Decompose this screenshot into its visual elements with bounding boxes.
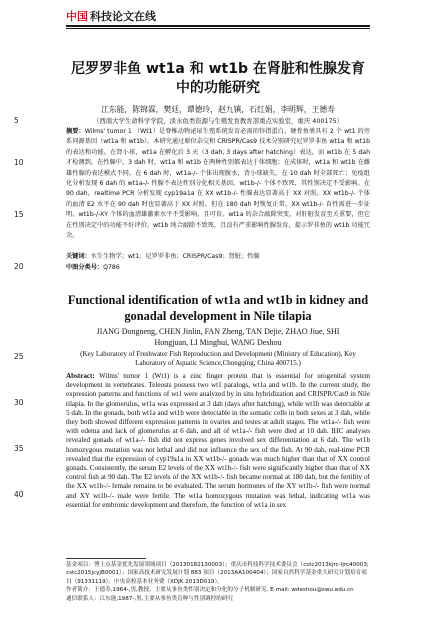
footnote-author-intro: 作者简介：王德寿,1964-,男,教授，主要从事鱼类性别决定和分化的分子机制研究. E-mail: wdeshou@swu.edu.cn xyxy=(66,587,354,594)
cn-affiliation: （西南大学生命科学学院，淡水鱼类资源与生殖发育教育部重点实验室，重庆 400175） xyxy=(92,117,344,125)
en-affil-line: (Key Laboratory of Freshwater Fish Reproduction and Development (Ministry of Education), Key xyxy=(80,350,356,358)
cn-clc-label: 中图分类号： xyxy=(66,264,104,271)
en-affiliation xyxy=(66,350,370,368)
en-abstract-text: Wilms' tumor 1 (Wt1) is a zinc finger protein that is essential for urogenital system development in vertebrates. Teleosts possess two wt1 paralogs, wt1a and wt1b. In the current study, the expression patterns and functions of wt1 were analyzed by in situ hybridization and CRISPR/Cas9 in Nile tilapia. In the glomerulus, wt1a was expressed at 3 dah (days after hatching), while wt1b was detectable at 5 dah. In the gonads, both wt1a and wt1b were detectable in the somatic cells in both sexes at 3 dah, while they both showed different expression patterns in ovaries and testes at adult stages. The wt1a-/- fish were with edema and lack of glomerulus at 6 dah, and all of wt1a-/- fish were died at 10 dah. IHC analyses revealed gonads of wt1a-/- fish did not express genes involved sex differentiation at 6 dah. The wt1b homozygous mutation was not lethal and did not influence the sex of the fish. At 90 dah, real-time PCR revealed that the expression of cyp19a1a in XX wt1b-/- gonads was much higher than that of XX control gonads. Consistently, the serum E2 levels of the XX wt1b-/- fish were significantly higher than that of XX control fish at 90 dah. The E2 levels of the XX wt1b-/- fish became normal at 180 dah, but the fertility of the XX wt1b-/- female remains to be evaluated. The serum hormones of the XY wt1b-/- fish were normal and XY wt1b-/- male were fertile. The wt1a homozygous mutation was lethal, indicating wt1a was essential for embronic development and therefore, the function of wt1a in sex xyxy=(66,372,370,509)
en-affil-line: Laboratory of Aquatic Science,Chongqing, China 400715.) xyxy=(135,359,301,367)
en-authors-line: JIANG Dongneng, CHEN Jinlin, FAN Zheng, TAN Dejie, ZHAO Jiue, SHI xyxy=(96,327,340,336)
line-number: 35 xyxy=(14,444,24,453)
cn-clc-text: Q786 xyxy=(103,264,120,271)
logo-text: 科技论文在线 xyxy=(90,10,156,23)
footnote-funding: 基金项目：博士点基金优先发展领域项目（20130182130003）；重庆市科技科学技术委员会（cstc2013kjrc-ljrc40003; cstc2015jcyjB0001）；国家高技术研究发展计划 863 项目（2013AA100404）；国家自然科学基金重大研究计划培育项目（91331119）；中央高校基本业务费（XDJK 2013D019）。 xyxy=(66,562,369,585)
line-number: 10 xyxy=(14,158,24,167)
site-logo[interactable] xyxy=(66,8,156,24)
line-number: 5 xyxy=(14,116,19,125)
cn-keywords-label: 关键词： xyxy=(66,253,91,260)
cn-title xyxy=(66,60,370,98)
en-title-line: gonadal development in Nile tilapia xyxy=(124,309,312,323)
footnote-contact: 通信联系人：江东能,1987-,男,主要从事鱼类育种与性别调控的研究 xyxy=(66,595,234,602)
site-header xyxy=(66,6,436,26)
line-number: 25 xyxy=(14,352,24,361)
header-rule-thin xyxy=(66,28,370,29)
cn-abstract-text: Wilms' tumor 1 （Wt1）是脊椎动物泌尿生殖系统发育必需的锌指蛋白。硬骨鱼类具有 2 个 wt1 的旁系同源基因（wt1a 和 wt1b）。本研究通过原位杂交和 CRISPR/Cas9 技术分别研究尼罗罗非鱼 wt1a 和 wt1b 的表达和功能。在肾小球，wt1a 在孵化后 3 天（3 dah, 3 days after hatching）表达，而 wt1b 在 5 dah 才检测到。在性腺中，3 dah 时，wt1a 和 wt1b 在两种性别都表达于体细胞；在成体时，wt1a 和 wt1b 在雌雄性腺的表达模式不同。在 6 dah 时，wt1a-/- 个体出现腹水，背小球缺失，在 10 dah 时全部死亡；免疫组化分析发现 6 dah 的 wt1a-/- 性腺不表达性别分化相关基因。wt1b-/- 个体不致死，其性别决定不受影响。在 90 dah，realtime PCR 分析发现 cyp19a1a 在 XX wt1b-/- 性腺表达显著高于 XX 对照。XX wt1b-/- 个体的血清 E2 水平在 90 dah 时也显著高于 XX 对照，但在 180 dah 时恢复正常。XX wt1b-/- 育性需进一步证明。wt1b-/-XY 个体的血清雄激素水平不受影响，且可育。wt1a 的杂合敲除突变，对肝脏发育至关重要，但它在性别决定中的功能不好评价。wt1b 纯合敲除不致死，且没有严重影响性腺发育，提示罗非鱼的 wt1b 功能冗余。 xyxy=(66,128,370,240)
line-number: 30 xyxy=(14,398,24,407)
footnote xyxy=(66,561,370,603)
en-authors xyxy=(66,326,370,348)
header-rule xyxy=(66,25,370,27)
cn-keywords-text: 水生生物学；wt1；尼罗罗非鱼；CRISPR/Cas9；肾脏；性腺 xyxy=(90,253,260,260)
en-abstract-label: Abstract: xyxy=(66,372,95,380)
cn-abstract xyxy=(66,127,370,241)
en-abstract xyxy=(66,372,370,510)
en-authors-line: Hongjuan, LI Minghui, WANG Deshou xyxy=(154,338,282,347)
line-number: 15 xyxy=(14,210,24,219)
logo-mark: 中国 xyxy=(66,10,88,23)
en-title-line: Functional identification of wt1a and wt1b in kidney and xyxy=(67,293,369,307)
footnote-rule xyxy=(66,558,146,559)
cn-abstract-label: 摘要： xyxy=(66,128,85,135)
cn-keywords xyxy=(66,251,370,260)
cn-authors: 江东能，陈锦霖，樊廷，谭德玲，赵九镇，石红娟，李明辉，王德寿 xyxy=(101,105,335,114)
en-title xyxy=(66,292,370,324)
cn-title-line: 中的功能研究 xyxy=(176,80,260,96)
line-number: 40 xyxy=(14,490,24,499)
line-number: 20 xyxy=(14,262,24,271)
cn-title-line: 尼罗罗非鱼 wt1a 和 wt1b 在肾脏和性腺发育 xyxy=(71,61,365,77)
cn-classification xyxy=(66,262,370,271)
